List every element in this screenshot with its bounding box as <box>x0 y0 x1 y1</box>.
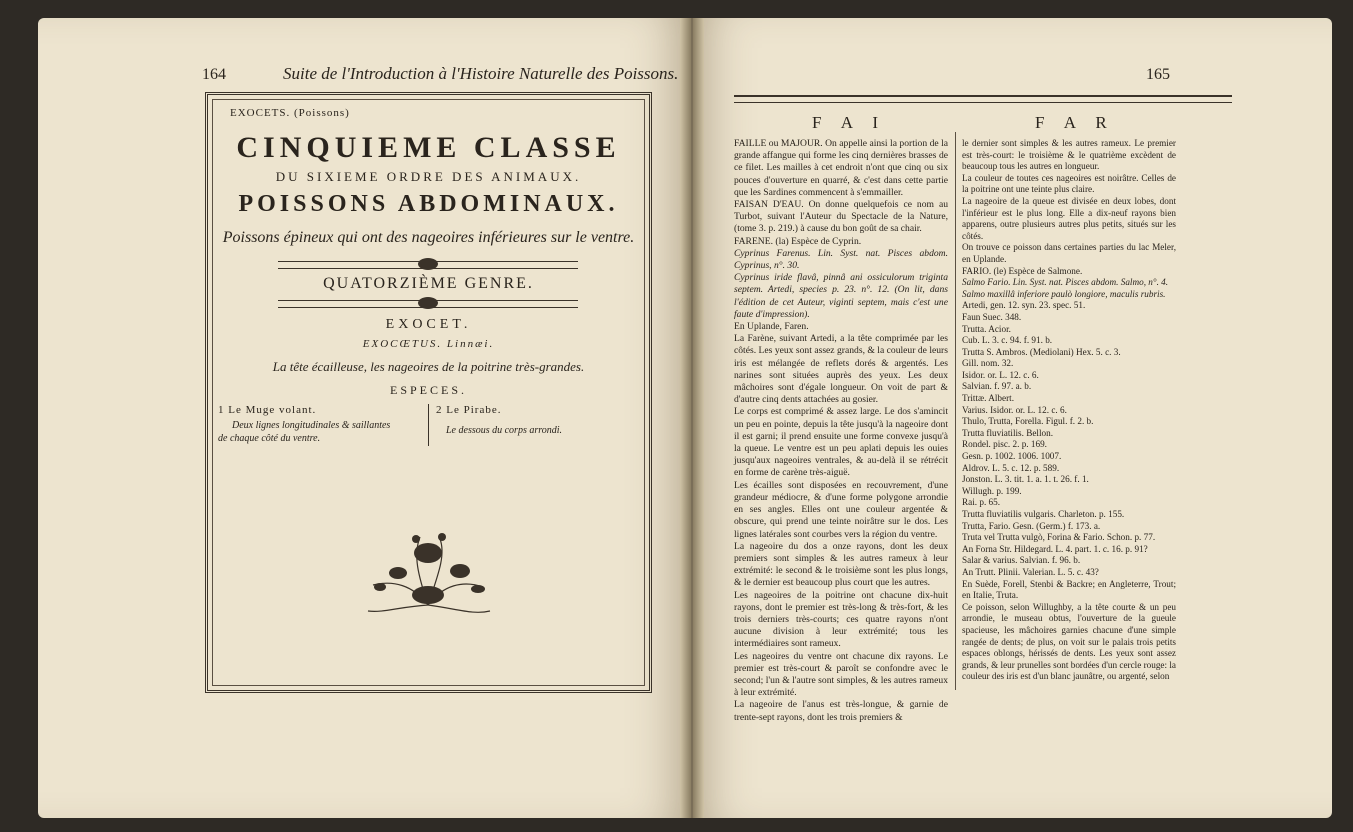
reference-line: Rondel. pisc. 2. p. 169. <box>962 439 1047 450</box>
text-paragraph: Les écailles sont disposées en recouvrement, d'une grandeur médiocre, & d'une forme polygone arrondie en ses angles. Elles ont une couleur argentée & obscure, qui prend une teinte noirâtre sur le dos. Les lignes latérales sont courbes vers la région du ventre. <box>734 479 948 540</box>
genus-character: La tête écailleuse, les nageoires de la poitrine très-grandes. <box>272 359 585 374</box>
text-paragraph: La nageoire de la queue est divisée en deux lobes, dont l'inférieur est le plus long. Elle a dix-neuf rayons bien apparens, outre plusieurs autres plus petits, situés sur les côtés. <box>962 195 1176 241</box>
entry-farene: FARENE. (la) Espèce de Cyprin. <box>734 235 862 247</box>
text-paragraph: En Uplande, Faren. <box>734 321 809 333</box>
ornament-rule-bottom <box>278 300 578 308</box>
reference-line: Rai. p. 65. <box>962 497 1001 508</box>
reference-line: An Trutt. Plinii. Valerian. L. 5. c. 43? <box>962 566 1099 577</box>
reference-line: Jonston. L. 3. tit. 1. a. 1. t. 26. f. 1. <box>962 474 1089 485</box>
reference-line: Salvian. f. 97. a. b. <box>962 381 1032 392</box>
reference-line: Trutta, Fario. Gesn. (Germ.) f. 173. a. <box>962 520 1101 531</box>
text-paragraph: On trouve ce poisson dans certaines parties du lac Meler, en Uplande. <box>962 242 1176 264</box>
top-rule <box>734 95 1232 103</box>
text-paragraph: La couleur de toutes ces nageoires est noirâtre. Celles de la poitrine ont une teinte plus claire. <box>962 172 1176 195</box>
reference-line: Isidor. or. L. 12. c. 6. <box>962 369 1039 380</box>
reference-line: Trutta fluviatilis. Bellon. <box>962 427 1054 438</box>
species-heading: ESPECES. <box>389 383 467 397</box>
genus-name: EXOCET. <box>385 317 472 332</box>
reference-line: Trutta S. Ambros. (Mediolani) Hex. 5. c. 3. <box>962 346 1121 357</box>
floral-vignette <box>358 525 498 620</box>
species-2-desc-line1: Le dessous du corps arrondi. <box>446 425 563 436</box>
reference-line: Trittæ. Albert. <box>962 393 1014 404</box>
reference-line: Faun Suec. 348. <box>962 311 1022 322</box>
text-paragraph: Ce poisson, selon Willughby, a la tête courte & un peu arrondie, le museau obtus, l'ouverture de la gueule spacieuse, les mâchoires garnies chacune d'une simple rangée de dents; de plus, on voit sur le palais trois petits espaces oblongs, hérissés de dents. Les yeux sont assez grands, & leur prunelles sont bordées d'un cercle rouge: la couleur des iris est d'un blanc jaunâtre, ou argenté, selon <box>962 601 1176 682</box>
column-heading-left: F A I <box>812 113 887 132</box>
reference-line: Gill. nom. 32. <box>962 358 1014 369</box>
text-paragraph: La Farène, suivant Artedi, a la tête comprimée par les côtés. Les yeux sont assez grands, & la couleur de leurs iris est mélangée de reflets dorés & argentés. Les narines sont situées auprès des yeux. Les deux mâchoires sont d'égale longueur. On voit de part & d'autre cinq dents attachées au gosier. <box>734 333 948 406</box>
text-paragraph: La nageoire de l'anus est très-longue, & garnie de trente-sept rayons, dont les trois premiers & <box>734 699 948 723</box>
left-running-head: Suite de l'Introduction à l'Histoire Naturelle des Poissons. <box>283 64 679 83</box>
species-2-name: 2 Le Pirabe. <box>436 404 502 416</box>
column-rule <box>955 132 956 690</box>
entry-faille: FAILLE ou MAJOUR. On appelle ainsi la portion de la grande affangue qui forme les cinq dernières brasses de ce filet. Les mailles à cet endroit n'ont que cinq ou six pouces d'ouverture en quarré, & c'est dans cette partie que les Sardines commencent à s'emmailler. <box>734 138 948 198</box>
reference-line: Truta vel Trutta vulgò, Forina & Fario. Schon. p. 77. <box>962 532 1156 543</box>
species-1-name: 1 Le Muge volant. <box>218 404 317 416</box>
species-1-desc-line1: Deux lignes longitudinales & saillantes <box>232 420 391 431</box>
entry-fario: FARIO. (le) Espèce de Salmone. <box>962 265 1083 276</box>
text-paragraph: Les nageoires du ventre ont chacune dix rayons. Le premier est très-court & paroît se confondre avec le second; l'un & l'autre sont simples, & les autres rameux à leur extrémité. <box>734 650 948 699</box>
reference-line: Salar & varius. Salvian. f. 96. b. <box>962 555 1081 566</box>
text-paragraph: Les nageoires de la poitrine ont chacune dix-huit rayons, dont le premier est très-long & très-fort, & les trois derniers très-courts; ces quatre rayons n'ont aucune division à leur extrémité; tous les intermédiaires sont rameux. <box>734 589 948 650</box>
reference-line: Aldrov. L. 5. c. 12. p. 589. <box>962 462 1060 473</box>
left-page-number: 164 <box>202 66 226 83</box>
reference-line: Cub. L. 3. c. 94. f. 91. b. <box>962 335 1053 346</box>
reference-line: Varius. Isidor. or. L. 12. c. 6. <box>962 404 1067 415</box>
genus-latin: EXOCŒTUS. Linnæi. <box>362 338 495 350</box>
species-divider <box>428 404 429 446</box>
entry-faisan: FAISAN D'EAU. On donne quelquefois ce nom au Turbot, suivant l'Auteur du Spectacle de la Nature, (tome 3. p. 219.) à cause du bon goût de sa chair. <box>734 199 948 235</box>
column-right <box>962 138 1176 683</box>
reference-line: Thulo, Trutta, Forella. Figul. f. 2. b. <box>962 416 1094 427</box>
group-description: Poissons épineux qui ont des nageoires inférieures sur le ventre. <box>222 229 635 246</box>
reference-line: Salmo Fario. Lin. Syst. nat. Pisces abdom. Salmo, n°. 4. <box>962 277 1169 288</box>
class-title: CINQUIEME CLASSE <box>236 131 621 164</box>
column-left <box>734 138 948 724</box>
group-title: POISSONS ABDOMINAUX. <box>238 191 619 217</box>
column-heading-right: F A R <box>1035 113 1115 132</box>
text-paragraph: La nageoire du dos a onze rayons, dont les deux premiers sont simples & les autres rameux à leur extrémité: le second & le troisième sont les plus longs, & le dernier est beaucoup plus court que les autres. <box>734 540 948 589</box>
reference-line: Gesn. p. 1002. 1006. 1007. <box>962 451 1062 462</box>
genre-title: QUATORZIÈME GENRE. <box>323 275 534 292</box>
title-frame <box>205 92 652 693</box>
book-gutter <box>680 18 704 818</box>
ornament-rule-top <box>278 261 578 269</box>
reference-line: Willugh. p. 199. <box>962 485 1022 496</box>
reference-line: Artedi, gen. 12. syn. 23. spec. 51. <box>962 300 1086 311</box>
order-line: DU SIXIEME ORDRE DES ANIMAUX. <box>275 169 582 184</box>
frame-tag: EXOCETS. (Poissons) <box>230 107 350 119</box>
reference-line: An Forna Str. Hildegard. L. 4. part. 1. c. 16. p. 91? <box>962 543 1148 554</box>
text-paragraph: Le corps est comprimé & assez large. Le dos s'amincit un peu en pointe, depuis la tête jusqu'à la nageoire dont il est garni; il prend ensuite une forme convexe jusqu'à la queue. Le ventre est un peu aplati depuis les ouies jusqu'aux nageoires ventrales, & au-delà il se rétrécit en forme de carène très-aiguë. <box>734 406 948 479</box>
right-page-number: 165 <box>1146 66 1170 83</box>
text-paragraph: le dernier sont simples & les autres rameux. Le premier est très-court: le troisième & le quatrième excèdent de beaucoup tous les autres en longueur. <box>962 138 1176 172</box>
species-1-desc-line2: de chaque côté du ventre. <box>218 433 321 444</box>
reference-line: Trutta fluviatilis vulgaris. Charleton. p. 155. <box>962 509 1125 519</box>
text-paragraph: Cyprinus Farenus. Lin. Syst. nat. Pisces abdom. Cyprinus, n°. 30. <box>734 247 948 272</box>
text-paragraph: En Suède, Forell, Stenbi & Backre; en Angleterre, Trout; en Italie, Truta. <box>962 578 1176 601</box>
reference-line: Trutta. Acior. <box>962 323 1011 334</box>
text-paragraph: Cyprinus iride flavâ, pinnâ ani ossiculorum triginta septem. Artedi, species p. 23. n°. 12. (On lit, dans l'édition de cet Auteur, viginti septem, mais c'est une faute d'impression). <box>734 272 948 320</box>
reference-line: Salmo maxillâ inferiore paulò longiore, maculis rubris. <box>962 288 1166 299</box>
